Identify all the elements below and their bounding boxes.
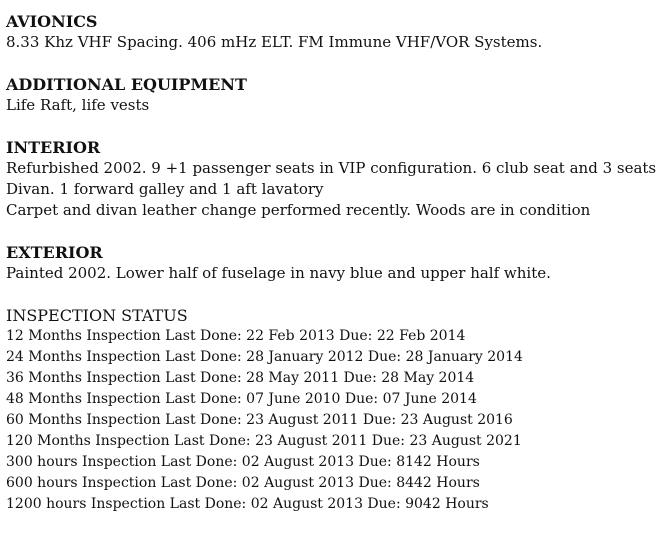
inspection-line: 24 Months Inspection Last Done: 28 January 2012 Due: 28 January 2014 [6, 349, 523, 365]
inspection-line: 600 hours Inspection Last Done: 02 August 2013 Due: 8442 Hours [6, 475, 480, 491]
inspection-status-section [6, 305, 656, 515]
interior-line: Refurbished 2002. 9 +1 passenger seats in VIP configuration. 6 club seat and 3 seats [6, 159, 656, 177]
additional-equipment-heading: ADDITIONAL EQUIPMENT [6, 75, 247, 94]
inspection-status-heading: INSPECTION STATUS [6, 306, 188, 325]
avionics-line: 8.33 Khz VHF Spacing. 406 mHz ELT. FM Immune VHF/VOR Systems. [6, 33, 543, 51]
avionics-heading: AVIONICS [6, 12, 98, 31]
inspection-line: 12 Months Inspection Last Done: 22 Feb 2013 Due: 22 Feb 2014 [6, 328, 466, 344]
avionics-section [6, 11, 656, 53]
inspection-line: 1200 hours Inspection Last Done: 02 August 2013 Due: 9042 Hours [6, 496, 489, 512]
exterior-heading: EXTERIOR [6, 243, 103, 262]
inspection-line: 300 hours Inspection Last Done: 02 August 2013 Due: 8142 Hours [6, 454, 480, 470]
interior-line: Carpet and divan leather change performed recently. Woods are in condition [6, 201, 591, 219]
interior-heading: INTERIOR [6, 138, 101, 157]
inspection-line: 60 Months Inspection Last Done: 23 August 2011 Due: 23 August 2016 [6, 412, 513, 428]
inspection-line: 48 Months Inspection Last Done: 07 June 2010 Due: 07 June 2014 [6, 391, 477, 407]
exterior-section [6, 242, 656, 284]
additional-equipment-line: Life Raft, life vests [6, 96, 150, 114]
inspection-line: 36 Months Inspection Last Done: 28 May 2011 Due: 28 May 2014 [6, 370, 475, 386]
interior-line: Divan. 1 forward galley and 1 aft lavatory [6, 180, 324, 198]
inspection-line: 120 Months Inspection Last Done: 23 August 2011 Due: 23 August 2021 [6, 433, 522, 449]
interior-section [6, 137, 656, 221]
additional-equipment-section [6, 74, 656, 116]
exterior-line: Painted 2002. Lower half of fuselage in navy blue and upper half white. [6, 264, 551, 282]
